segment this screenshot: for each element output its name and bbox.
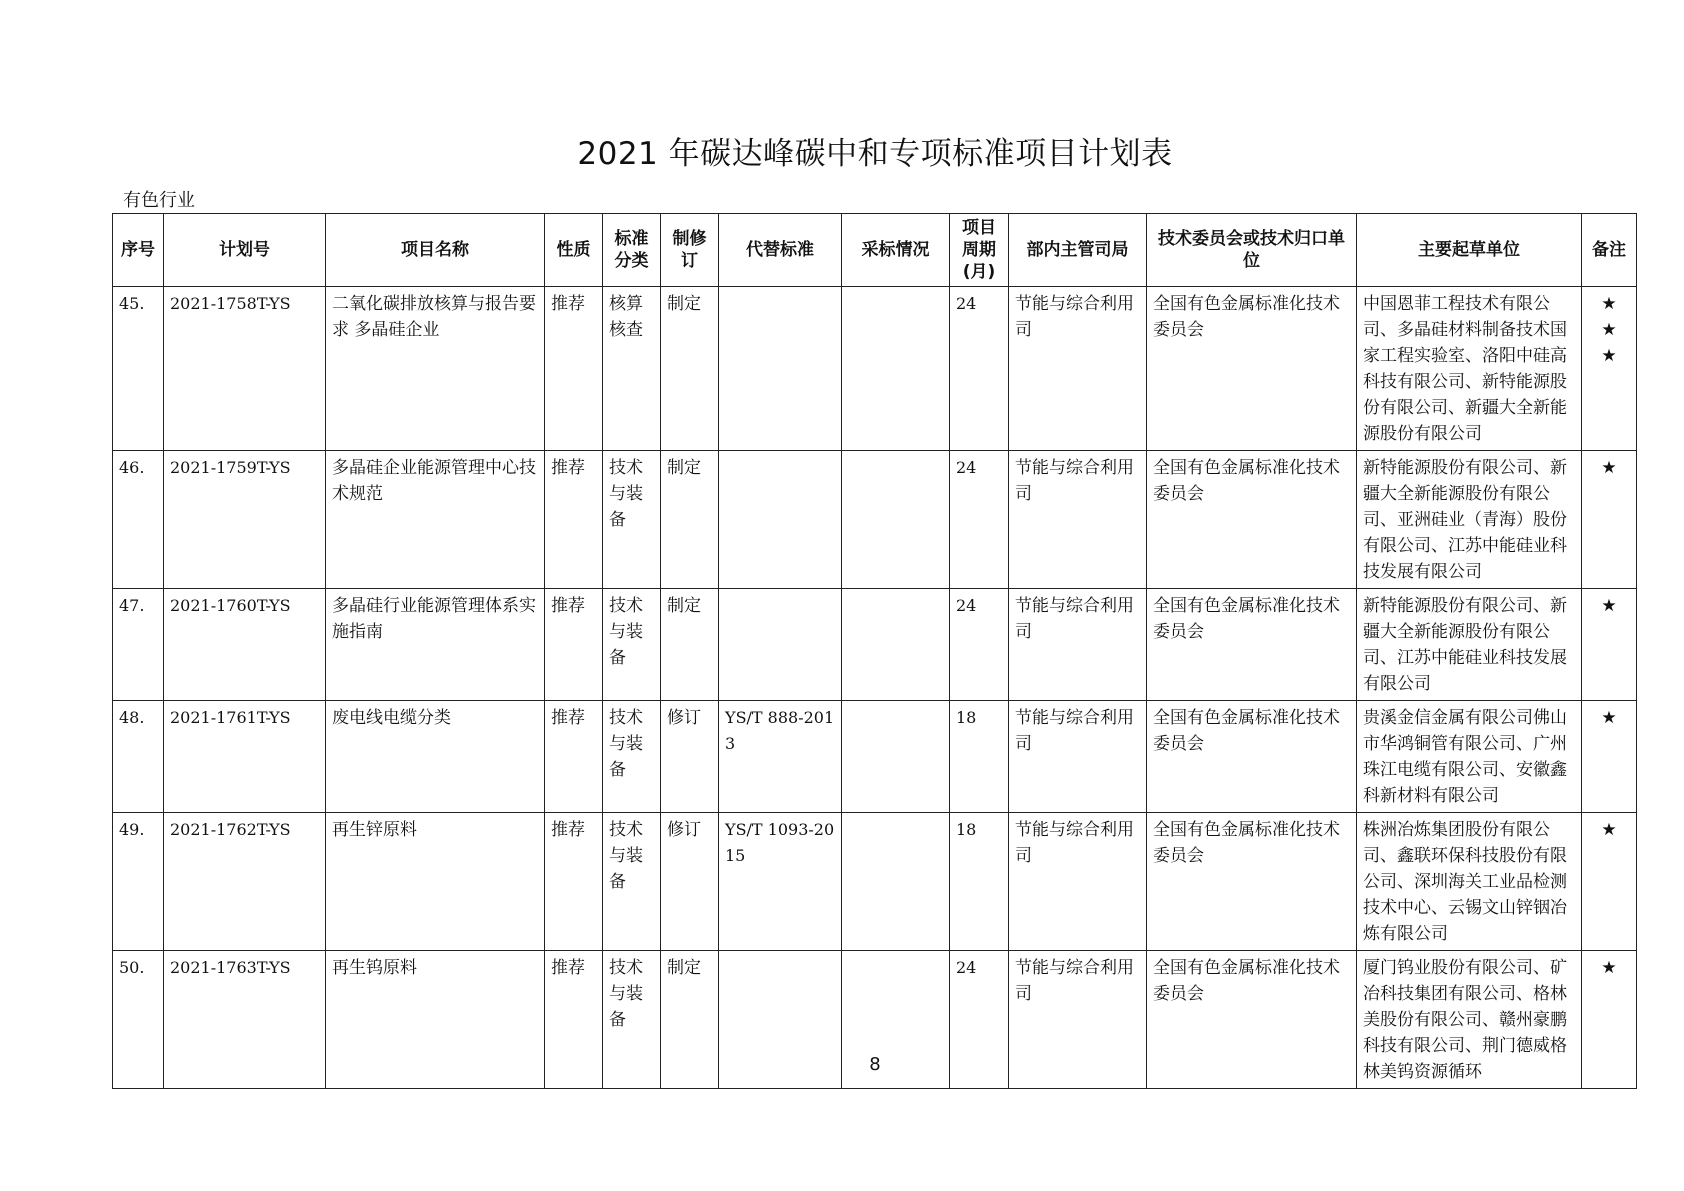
cell-plan-no: 2021-1760T-YS: [164, 589, 326, 701]
cell-notes: [1582, 451, 1637, 589]
cell-nature: 推荐: [545, 287, 603, 451]
cell-committee: 全国有色金属标准化技术委员会: [1147, 951, 1357, 1089]
cell-revision: 制定: [661, 589, 719, 701]
cell-nature: 推荐: [545, 451, 603, 589]
cell-period: 24: [950, 287, 1009, 451]
cell-revision: 制定: [661, 287, 719, 451]
star-icon: ★: [1601, 708, 1617, 728]
cell-adoption: [842, 589, 950, 701]
cell-project-name: 再生钨原料: [326, 951, 545, 1089]
cell-committee: 全国有色金属标准化技术委员会: [1147, 813, 1357, 951]
cell-plan-no: 2021-1762T-YS: [164, 813, 326, 951]
star-icon: ★: [1601, 346, 1617, 366]
cell-category: 技术与装备: [603, 813, 661, 951]
cell-project-name: 再生锌原料: [326, 813, 545, 951]
header-plan-no: 计划号: [164, 214, 326, 287]
cell-period: 18: [950, 813, 1009, 951]
cell-nature: 推荐: [545, 951, 603, 1089]
cell-department: 节能与综合利用司: [1009, 451, 1147, 589]
header-period: 项目周期(月): [950, 214, 1009, 287]
cell-period: 24: [950, 951, 1009, 1089]
table-row: [113, 589, 1637, 701]
cell-nature: 推荐: [545, 813, 603, 951]
header-seq: 序号: [113, 214, 164, 287]
header-department: 部内主管司局: [1009, 214, 1147, 287]
cell-department: 节能与综合利用司: [1009, 701, 1147, 813]
header-replaces: 代替标准: [719, 214, 842, 287]
star-icon: ★: [1601, 458, 1617, 478]
star-icon: ★: [1601, 320, 1617, 340]
cell-project-name: 废电线电缆分类: [326, 701, 545, 813]
cell-adoption: [842, 701, 950, 813]
cell-seq: 46.: [113, 451, 164, 589]
cell-committee: 全国有色金属标准化技术委员会: [1147, 589, 1357, 701]
standards-plan-table: [112, 213, 1637, 1089]
cell-replaces: [719, 287, 842, 451]
cell-committee: 全国有色金属标准化技术委员会: [1147, 287, 1357, 451]
industry-label: 有色行业: [123, 190, 195, 211]
header-category: 标准分类: [603, 214, 661, 287]
cell-plan-no: 2021-1761T-YS: [164, 701, 326, 813]
cell-category: 核算核查: [603, 287, 661, 451]
cell-plan-no: 2021-1759T-YS: [164, 451, 326, 589]
cell-replaces: YS/T 888-2013: [719, 701, 842, 813]
header-nature: 性质: [545, 214, 603, 287]
cell-drafters: 厦门钨业股份有限公司、矿冶科技集团有限公司、格林美股份有限公司、赣州豪鹏科技有限公司、荆门德威格林美钨资源循环: [1357, 951, 1582, 1089]
table-row: [113, 451, 1637, 589]
cell-revision: 制定: [661, 451, 719, 589]
cell-seq: 47.: [113, 589, 164, 701]
star-icon: ★: [1601, 596, 1617, 616]
cell-adoption: [842, 813, 950, 951]
header-revision: 制修订: [661, 214, 719, 287]
cell-seq: 50.: [113, 951, 164, 1089]
cell-category: 技术与装备: [603, 589, 661, 701]
cell-replaces: [719, 589, 842, 701]
page-title: 2021 年碳达峰碳中和专项标准项目计划表: [577, 136, 1173, 172]
cell-period: 24: [950, 451, 1009, 589]
cell-committee: 全国有色金属标准化技术委员会: [1147, 451, 1357, 589]
cell-period: 24: [950, 589, 1009, 701]
cell-project-name: 二氧化碳排放核算与报告要求 多晶硅企业: [326, 287, 545, 451]
cell-plan-no: 2021-1763T-YS: [164, 951, 326, 1089]
cell-category: 技术与装备: [603, 701, 661, 813]
cell-category: 技术与装备: [603, 951, 661, 1089]
header-adoption: 采标情况: [842, 214, 950, 287]
cell-category: 技术与装备: [603, 451, 661, 589]
cell-department: 节能与综合利用司: [1009, 589, 1147, 701]
cell-replaces: [719, 451, 842, 589]
cell-notes: [1582, 287, 1637, 451]
table-header-row: [113, 214, 1637, 287]
cell-revision: 修订: [661, 701, 719, 813]
cell-drafters: 贵溪金信金属有限公司佛山市华鸿铜管有限公司、广州珠江电缆有限公司、安徽鑫科新材料有限公司: [1357, 701, 1582, 813]
cell-adoption: [842, 451, 950, 589]
cell-project-name: 多晶硅行业能源管理体系实施指南: [326, 589, 545, 701]
cell-replaces: YS/T 1093-2015: [719, 813, 842, 951]
header-committee: 技术委员会或技术归口单位: [1147, 214, 1357, 287]
cell-drafters: 中国恩菲工程技术有限公司、多晶硅材料制备技术国家工程实验室、洛阳中硅高科技有限公司、新特能源股份有限公司、新疆大全新能源股份有限公司: [1357, 287, 1582, 451]
cell-drafters: 新特能源股份有限公司、新疆大全新能源股份有限公司、江苏中能硅业科技发展有限公司: [1357, 589, 1582, 701]
table-row: [113, 701, 1637, 813]
star-icon: ★: [1601, 820, 1617, 840]
cell-department: 节能与综合利用司: [1009, 287, 1147, 451]
cell-project-name: 多晶硅企业能源管理中心技术规范: [326, 451, 545, 589]
cell-nature: 推荐: [545, 589, 603, 701]
cell-revision: 修订: [661, 813, 719, 951]
cell-department: 节能与综合利用司: [1009, 951, 1147, 1089]
header-notes: 备注: [1582, 214, 1637, 287]
header-project-name: 项目名称: [326, 214, 545, 287]
cell-revision: 制定: [661, 951, 719, 1089]
table-row: [113, 287, 1637, 451]
cell-drafters: 新特能源股份有限公司、新疆大全新能源股份有限公司、亚洲硅业（青海）股份有限公司、江苏中能硅业科技发展有限公司: [1357, 451, 1582, 589]
cell-seq: 48.: [113, 701, 164, 813]
cell-notes: [1582, 701, 1637, 813]
star-icon: ★: [1601, 294, 1617, 314]
table-row: [113, 813, 1637, 951]
cell-seq: 45.: [113, 287, 164, 451]
cell-adoption: [842, 287, 950, 451]
cell-department: 节能与综合利用司: [1009, 813, 1147, 951]
star-icon: ★: [1601, 958, 1617, 978]
cell-plan-no: 2021-1758T-YS: [164, 287, 326, 451]
cell-seq: 49.: [113, 813, 164, 951]
cell-period: 18: [950, 701, 1009, 813]
page-number: 8: [869, 1054, 881, 1075]
header-drafters: 主要起草单位: [1357, 214, 1582, 287]
cell-notes: [1582, 589, 1637, 701]
cell-notes: [1582, 813, 1637, 951]
cell-nature: 推荐: [545, 701, 603, 813]
cell-drafters: 株洲冶炼集团股份有限公司、鑫联环保科技股份有限公司、深圳海关工业品检测技术中心、云锡文山锌铟冶炼有限公司: [1357, 813, 1582, 951]
cell-committee: 全国有色金属标准化技术委员会: [1147, 701, 1357, 813]
